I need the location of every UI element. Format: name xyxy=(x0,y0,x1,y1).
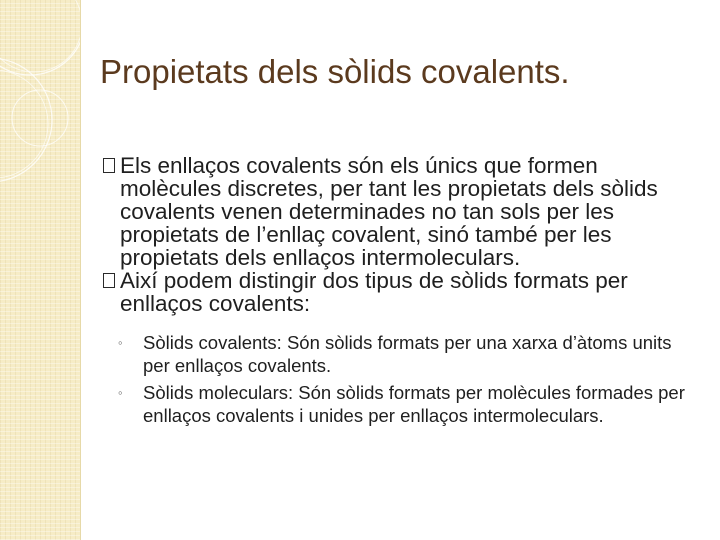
ring-bullet-icon: ◦ xyxy=(118,385,123,400)
sub-bullet-item xyxy=(100,381,700,427)
ring-bullet-icon: ◦ xyxy=(118,335,123,350)
bullet-item xyxy=(100,269,700,315)
bullet-box-icon xyxy=(100,154,118,174)
bullet-box-icon xyxy=(100,269,118,289)
bullet-text: Els enllaços covalents són els únics que formen molècules discretes, per tant les propietats dels sòlids covalents venen determinades no tan sols per les propietats de l’enllaç covalent, sinó també per les propietats dels enllaços intermoleculars. xyxy=(120,153,658,270)
bullet-item xyxy=(100,154,700,269)
slide-title: Propietats dels sòlids covalents. xyxy=(100,53,570,90)
sub-bullet-text: Sòlids covalents: Són sòlids formats per una xarxa d’àtoms units per enllaços covalents. xyxy=(143,332,672,376)
slide-body xyxy=(100,154,700,427)
bullet-text: Així podem distingir dos tipus de sòlids formats per enllaços covalents: xyxy=(120,268,628,316)
decorative-side-band xyxy=(0,0,80,540)
band-divider xyxy=(80,0,81,540)
sub-bullet-text: Sòlids moleculars: Són sòlids formats per molècules formades per enllaços covalents i unides per enllaços intermoleculars. xyxy=(143,382,685,426)
sub-bullet-item xyxy=(100,331,700,377)
decorative-circles-icon xyxy=(0,0,80,540)
